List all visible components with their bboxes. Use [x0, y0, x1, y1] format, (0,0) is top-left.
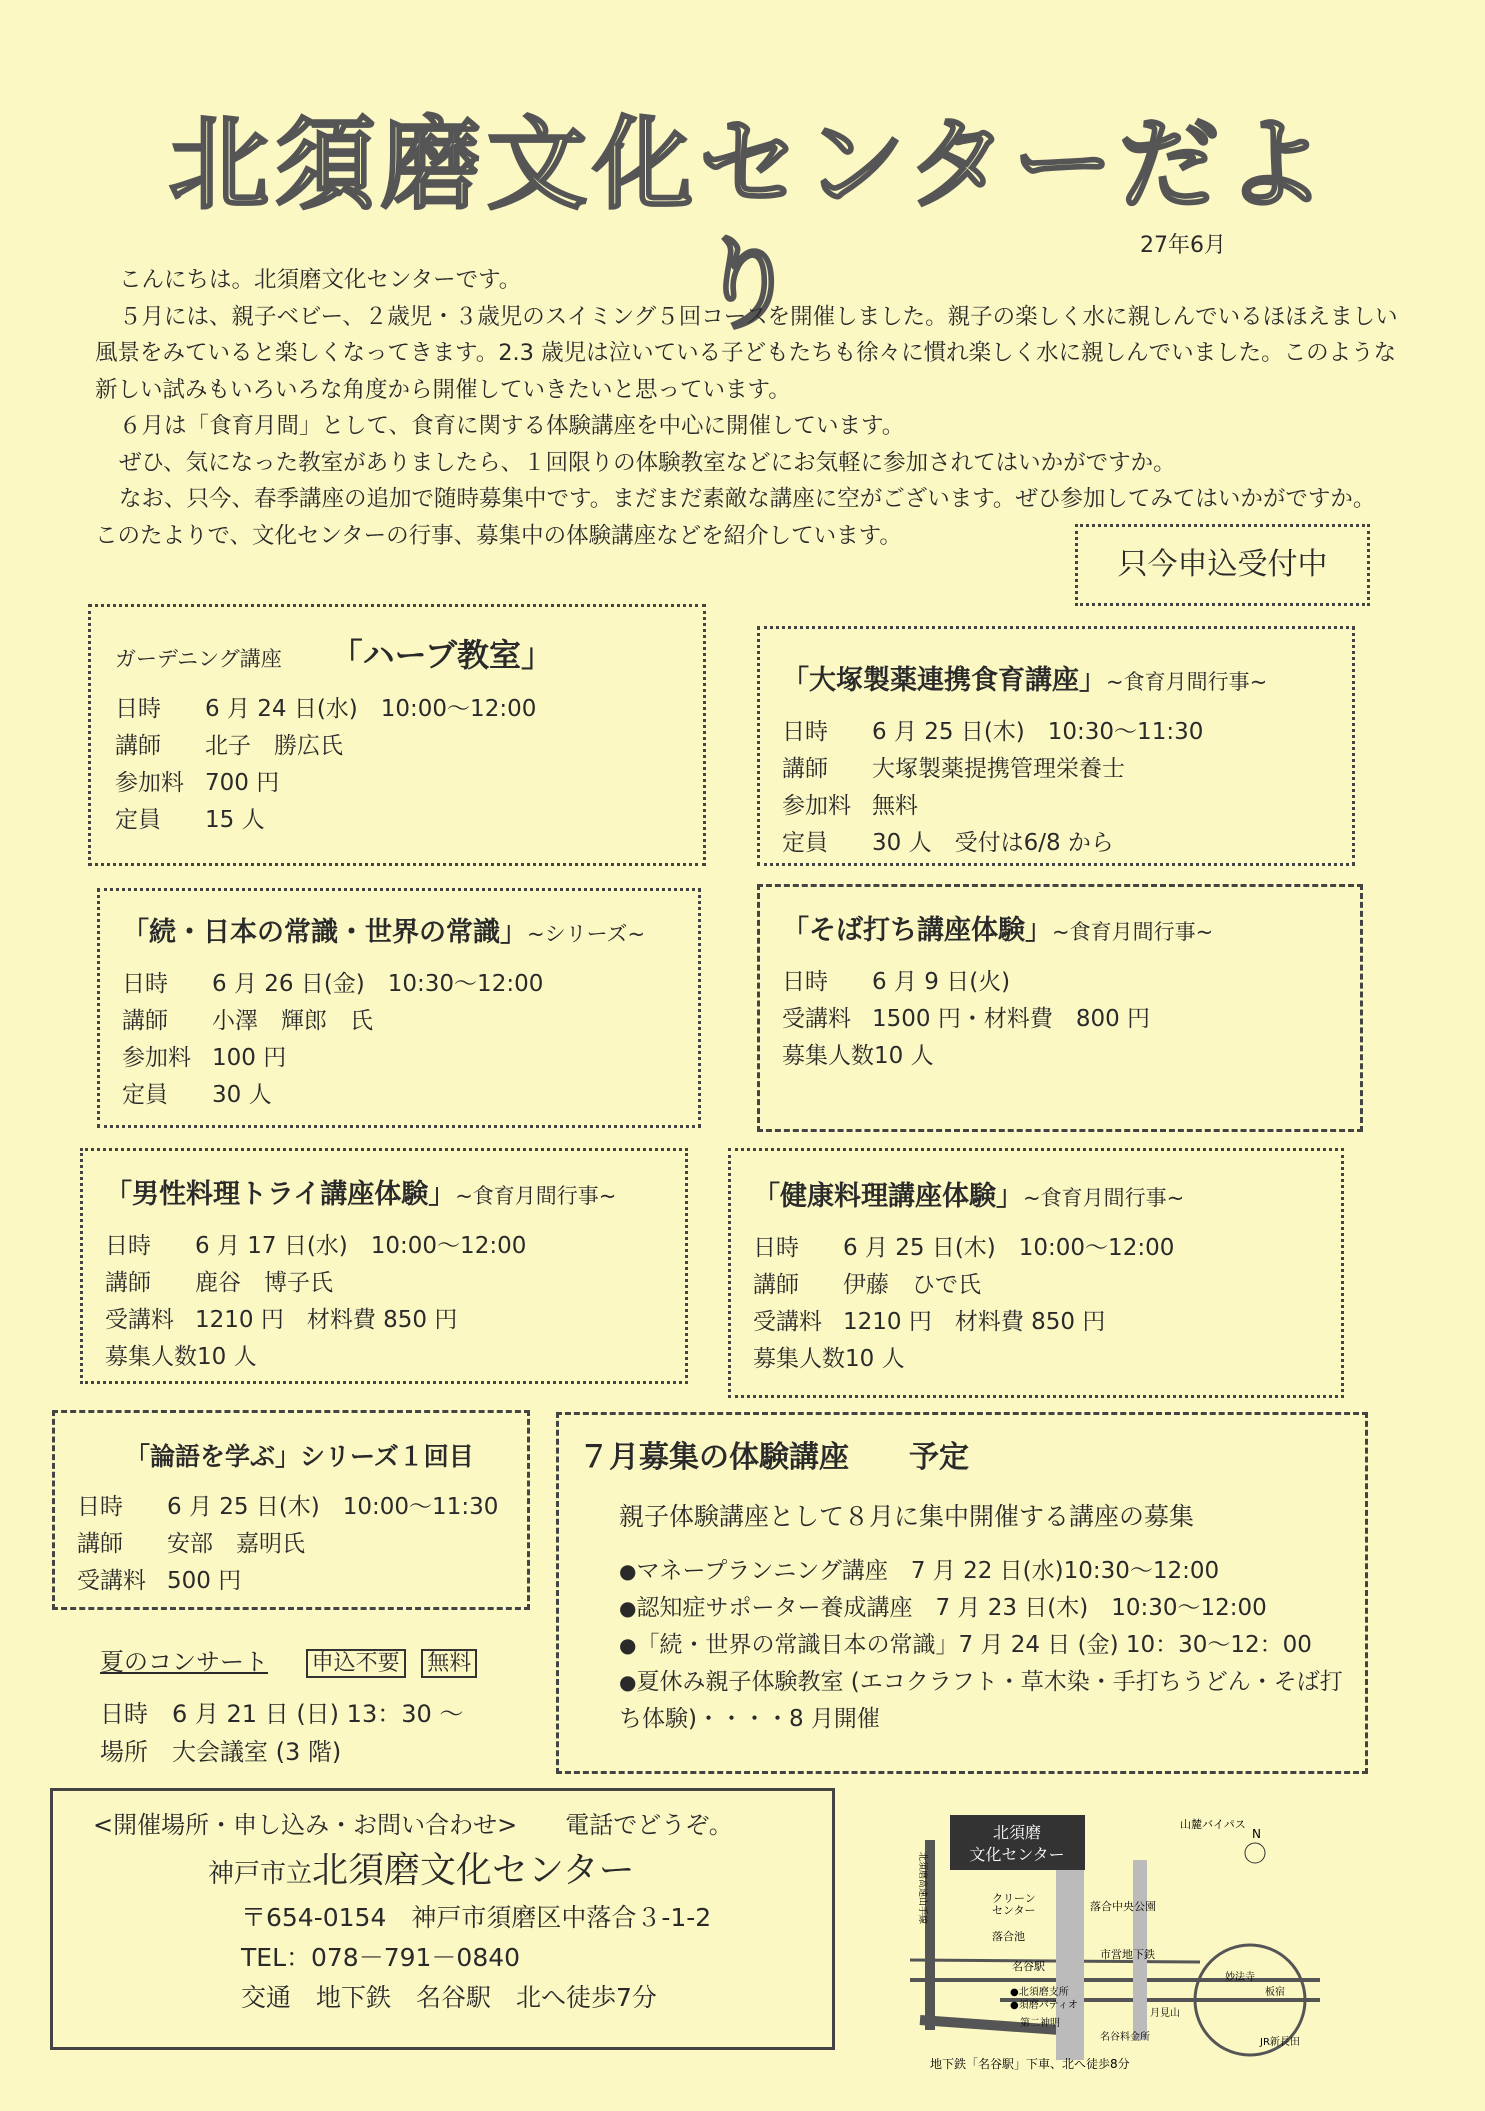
- course-name: 「続・日本の常識・世界の常識」: [122, 917, 527, 948]
- row-value: 伊藤 ひで氏: [843, 1272, 981, 1298]
- row-label: 受講料: [782, 1006, 851, 1032]
- course-rows: [782, 714, 1330, 862]
- course-row: [122, 966, 676, 1003]
- row-label: 日時: [782, 969, 828, 995]
- course-row: [115, 728, 679, 765]
- course-name: 「健康料理講座体験」: [753, 1181, 1023, 1212]
- row-label: 募集人数: [753, 1346, 845, 1372]
- row-label: 参加料: [115, 770, 184, 796]
- bullet-icon: ●: [619, 1559, 637, 1583]
- row-label: 講師: [753, 1272, 799, 1298]
- org-main: 北須磨文化センター: [312, 1850, 635, 1891]
- bullet-icon: ●: [619, 1633, 637, 1657]
- row-label: 講師: [77, 1531, 123, 1557]
- course-row: [753, 1230, 1319, 1267]
- course-row: [105, 1339, 663, 1376]
- telephone: TEL：078－791－0840: [241, 1943, 521, 1972]
- row-value: 鹿谷 博子氏: [195, 1270, 333, 1296]
- july-list: [579, 1553, 1345, 1738]
- course-row: [753, 1304, 1319, 1341]
- july-heading: ７月募集の体験講座 予定: [579, 1440, 969, 1475]
- row-value: 6 月 25 日(木) 10:00～12:00: [843, 1235, 1175, 1261]
- row-label: 参加料: [782, 793, 851, 819]
- row-value: 6 月 9 日(火): [872, 969, 1011, 995]
- course-suffix: ~食育月間行事~: [1106, 670, 1268, 694]
- row-label: 日時: [105, 1233, 151, 1259]
- north-arrow-icon: [1245, 1843, 1265, 1863]
- course-row: [782, 751, 1330, 788]
- intro-para: なお、只今、春季講座の追加で随時募集中です。まだまだ素敵な講座に空がございます。ぜひ参加してみてはいかがですか。: [119, 486, 1376, 512]
- course-name: 「大塚製薬連携食育講座」: [782, 665, 1106, 696]
- course-rows: [115, 691, 679, 839]
- course-row: [122, 1077, 676, 1114]
- course-name: 「そば打ち講座体験」: [782, 915, 1052, 946]
- july-subheading: 親子体験講座として８月に集中開催する講座の募集: [619, 1502, 1195, 1531]
- org-name: [73, 1851, 812, 1894]
- row-value: 小澤 輝郎 氏: [212, 1008, 373, 1034]
- list-item: [619, 1553, 1345, 1590]
- course-title: [77, 1435, 505, 1479]
- course-title: [105, 1173, 663, 1218]
- course-row: [782, 964, 1338, 1001]
- course-row: [122, 1003, 676, 1040]
- course-row: [753, 1267, 1319, 1304]
- course-row: [782, 1038, 1338, 1075]
- row-label: 講師: [122, 1008, 168, 1034]
- course-row: [105, 1265, 663, 1302]
- concert-title: 夏のコンサート: [100, 1648, 268, 1676]
- row-value: 30 人 受付は6/8 から: [872, 830, 1114, 856]
- row-label: 受講料: [753, 1309, 822, 1335]
- list-item-text: マネープランニング講座 7 月 22 日(水)10:30～12:00: [636, 1558, 1220, 1584]
- list-item-text: 認知症サポーター養成講座 7 月 23 日(木) 10:30～12:00: [636, 1595, 1267, 1621]
- row-label: 受講料: [105, 1307, 174, 1333]
- row-label: 定員: [122, 1082, 168, 1108]
- intro-para: ５月には、親子ベビー、２歳児・３歳児のスイミング５回コースを開催しました。親子の楽しく水に親しんでいるほほえましい風景をみていると楽しくなってきます。2.3 歳児は泣いている子どもたちも徐々に慣れ楽しく水に親しんでいました。このような新しい試みもいろいろな角度から開催していきたいと思っています。: [95, 303, 1398, 403]
- row-value: 北子 勝広氏: [205, 733, 343, 759]
- row-label: 募集人数: [105, 1344, 197, 1370]
- map-toll: 名谷料金所: [1100, 2032, 1150, 2043]
- course-row: [77, 1563, 505, 1600]
- concert-header: [100, 1643, 485, 1683]
- row-value: 10 人: [197, 1344, 257, 1370]
- map-label-1: 北須磨: [992, 1823, 1042, 1842]
- course-row: [782, 714, 1330, 751]
- list-item: [619, 1627, 1345, 1664]
- course-suffix: ~食育月間行事~: [1023, 1186, 1185, 1210]
- course-row: [115, 802, 679, 839]
- map-park: 落合中央公園: [1090, 1900, 1156, 1913]
- list-item-text: 夏休み親子体験教室 (エコクラフト・草木染・手打ちうどん・そば打ち体験)・・・・8 月開催: [619, 1669, 1343, 1732]
- course-soba: [757, 884, 1363, 1132]
- course-title: [753, 1175, 1319, 1220]
- course-suffix: ~食育月間行事~: [1052, 920, 1214, 944]
- concert-time-row: [100, 1695, 485, 1733]
- map-itayado: 板宿: [1265, 1987, 1285, 1998]
- course-row: [782, 825, 1330, 862]
- list-item-text: 「続・世界の常識日本の常識」7 月 24 日 (金) 10：30～12：00: [636, 1632, 1312, 1658]
- row-value: 15 人: [205, 807, 265, 833]
- course-title: [122, 911, 676, 956]
- org-prefix: 神戸市立: [208, 1859, 313, 1889]
- course-title: [782, 659, 1330, 704]
- row-value: 6 月 25 日(木) 10:00～11:30: [167, 1494, 499, 1520]
- course-row: [753, 1341, 1319, 1378]
- map-label-2: 文化センター: [969, 1845, 1065, 1864]
- row-label: 定員: [782, 830, 828, 856]
- course-rows: [77, 1489, 505, 1600]
- course-row: [115, 691, 679, 728]
- row-value: 30 人: [212, 1082, 272, 1108]
- list-item: [619, 1590, 1345, 1627]
- course-row: [77, 1489, 505, 1526]
- list-item: [619, 1664, 1345, 1738]
- intro-para: このたよりで、文化センターの行事、募集中の体験講座などを紹介しています。: [95, 522, 902, 549]
- concert-place-label: 場所: [100, 1738, 148, 1766]
- map-subway: 市営地下鉄: [1100, 1948, 1155, 1961]
- course-suffix: ~食育月間行事~: [455, 1184, 617, 1208]
- row-value: 100 円: [212, 1045, 287, 1071]
- course-row: [105, 1228, 663, 1265]
- address: 〒654-0154 神戸市須磨区中落合３-1-2: [241, 1903, 712, 1932]
- now-accepting-badge: 只今申込受付中: [1075, 524, 1370, 606]
- access: 交通 地下鉄 名谷駅 北へ徒歩7分: [241, 1983, 657, 2012]
- map-station: 名谷駅: [1012, 1960, 1045, 1973]
- course-otsuka: [757, 626, 1355, 866]
- row-label: 募集人数: [782, 1043, 874, 1069]
- row-label: 参加料: [122, 1045, 191, 1071]
- row-value: 6 月 25 日(木) 10:30～11:30: [872, 719, 1204, 745]
- intro-para: ６月は「食育月間」として、食育に関する体験講座を中心に開催しています。: [119, 413, 905, 439]
- access-map: [900, 1800, 1340, 2075]
- row-value: 大塚製薬提携管理栄養士: [872, 756, 1125, 782]
- row-value: 700 円: [205, 770, 280, 796]
- row-label: 講師: [782, 756, 828, 782]
- no-application-tag: 申込不要: [306, 1649, 406, 1678]
- row-label: 講師: [115, 733, 161, 759]
- row-value: 6 月 17 日(水) 10:00～12:00: [195, 1233, 527, 1259]
- row-label: 日時: [782, 719, 828, 745]
- map-clean: クリーン: [992, 1892, 1036, 1905]
- course-jyoshiki: [97, 888, 701, 1128]
- course-name: 「男性料理トライ講座体験」: [105, 1179, 456, 1210]
- course-kenko: [728, 1148, 1344, 1398]
- concert-place-row: [100, 1733, 485, 1771]
- concert-section: [100, 1643, 485, 1771]
- row-label: 講師: [105, 1270, 151, 1296]
- course-suffix: ~シリーズ~: [527, 922, 646, 946]
- course-row: [782, 788, 1330, 825]
- map-bypass: 山麓バイパス: [1180, 1818, 1246, 1831]
- free-tag: 無料: [421, 1649, 477, 1678]
- map-lib2: ●須磨パティオ: [1010, 2000, 1078, 2011]
- bullet-icon: ●: [619, 1670, 637, 1694]
- row-label: 日時: [77, 1494, 123, 1520]
- row-label: 日時: [753, 1235, 799, 1261]
- intro-para: こんにちは。北須磨文化センターです。: [119, 267, 522, 293]
- intro-para: ぜひ、気になった教室がありましたら、１回限りの体験教室などにお気軽に参加されてはいかがですか。: [119, 449, 1176, 476]
- contact-info: [50, 1788, 835, 2050]
- map-road: 北須磨高速山手線: [917, 1852, 927, 1925]
- course-name: 「ハーブ教室」: [330, 636, 553, 674]
- row-value: 6 月 26 日(金) 10:30～12:00: [212, 971, 544, 997]
- course-dansei: [80, 1148, 688, 1384]
- course-herb: [88, 604, 706, 866]
- course-row: [782, 1001, 1338, 1038]
- course-rows: [753, 1230, 1319, 1378]
- row-label: 受講料: [77, 1568, 146, 1594]
- course-title: [782, 909, 1338, 954]
- map-tunnel: 第二神明: [1020, 2018, 1060, 2029]
- concert-time-label: 日時: [100, 1700, 148, 1728]
- row-value: 1210 円 材料費 850 円: [195, 1307, 458, 1333]
- row-label: 定員: [115, 807, 161, 833]
- concert-time: 6 月 21 日 (日) 13：30 ～: [172, 1700, 464, 1728]
- row-value: 1500 円・材料費 800 円: [872, 1006, 1151, 1032]
- contact-heading: <開催場所・申し込み・お問い合わせ> 電話でどうぞ。: [93, 1811, 733, 1839]
- course-row: [77, 1526, 505, 1563]
- row-label: 日時: [115, 696, 161, 722]
- course-rongo: [52, 1410, 530, 1610]
- course-prefix: ガーデニング講座: [115, 647, 282, 671]
- row-value: 500 円: [167, 1568, 242, 1594]
- map-shinnagata: JR新長田: [1260, 2037, 1300, 2048]
- course-row: [122, 1040, 676, 1077]
- map-caption: 地下鉄「名谷駅」下車、北へ徒歩8分: [930, 2057, 1130, 2071]
- row-value: 1210 円 材料費 850 円: [843, 1309, 1106, 1335]
- course-name: 「論語を学ぶ」シリーズ１回目: [125, 1442, 474, 1471]
- row-value: 安部 嘉明氏: [167, 1531, 305, 1557]
- map-myoho: 妙法寺: [1225, 1972, 1255, 1983]
- course-row: [105, 1302, 663, 1339]
- row-label: 日時: [122, 971, 168, 997]
- map-clean2: センター: [992, 1904, 1036, 1917]
- issue-date: 27年6月: [1140, 233, 1226, 258]
- course-rows: [122, 966, 676, 1114]
- row-value: 10 人: [874, 1043, 934, 1069]
- page-title: 北須磨文化センターだより: [169, 106, 1331, 343]
- north-icon: N: [1252, 1827, 1261, 1841]
- concert-place: 大会議室 (3 階): [172, 1738, 342, 1766]
- map-tsukimi: 月見山: [1150, 2008, 1180, 2019]
- map-pond: 落合池: [992, 1930, 1025, 1943]
- course-row: [115, 765, 679, 802]
- bullet-icon: ●: [619, 1596, 637, 1620]
- map-lib: ●北須磨支所: [1010, 1987, 1069, 1998]
- course-rows: [105, 1228, 663, 1376]
- july-section: [556, 1412, 1368, 1774]
- row-value: 6 月 24 日(水) 10:00～12:00: [205, 696, 537, 722]
- course-rows: [782, 964, 1338, 1075]
- row-value: 無料: [872, 793, 918, 819]
- course-title: [115, 633, 679, 681]
- row-value: 10 人: [845, 1346, 905, 1372]
- intro-text: [95, 262, 1405, 554]
